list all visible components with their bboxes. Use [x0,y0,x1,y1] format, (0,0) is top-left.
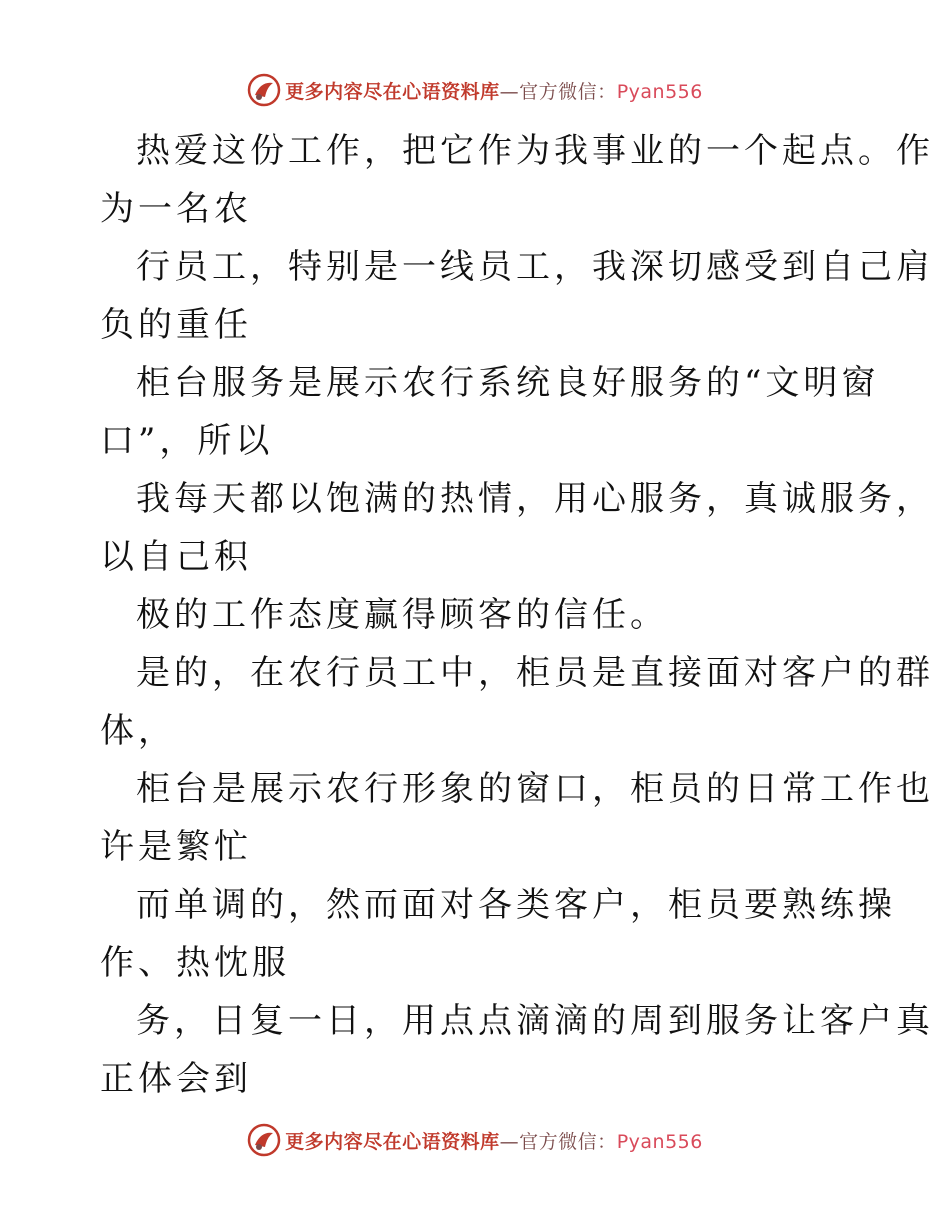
body-line: 体， [100,711,176,751]
seal-logo-icon [247,73,281,107]
banner-prefix: 更多内容尽在心语资料库 [285,80,500,103]
banner-wechat-id: Pyan556 [616,1130,703,1153]
banner-dash: — [499,1130,520,1153]
body-line: 负的重任 [100,305,252,345]
body-line: 为一名农 [100,189,252,229]
body-line: 而单调的，然而面对各类客户，柜员要熟练操 [136,885,896,925]
seal-logo-icon [247,1123,281,1157]
header-banner [0,70,950,110]
banner-prefix: 更多内容尽在心语资料库 [285,1130,500,1153]
footer-banner [0,1120,950,1160]
body-line: 口”，所以 [100,421,274,461]
body-line: 以自己积 [100,537,252,577]
body-line: 正体会到 [100,1059,252,1099]
banner-wechat-label: 官方微信： [519,1130,617,1153]
body-line: 柜台服务是展示农行系统良好服务的“文明窗 [136,363,880,403]
body-line: 极的工作态度赢得顾客的信任。 [136,595,668,635]
body-line: 许是繁忙 [100,827,252,867]
banner-wechat-label: 官方微信： [519,80,617,103]
body-line: 柜台是展示农行形象的窗口，柜员的日常工作也 [136,769,934,809]
body-line: 我每天都以饱满的热情，用心服务，真诚服务， [136,479,934,519]
body-line: 热爱这份工作，把它作为我事业的一个起点。作 [136,131,934,171]
document-body [100,122,934,1108]
body-line: 是的，在农行员工中，柜员是直接面对客户的群 [136,653,934,693]
banner-text [285,1127,703,1154]
body-line: 行员工，特别是一线员工，我深切感受到自己肩 [136,247,934,287]
banner-text [285,77,703,104]
body-line: 作、热忱服 [100,943,290,983]
body-line: 务，日复一日，用点点滴滴的周到服务让客户真 [136,1001,934,1041]
banner-dash: — [499,80,520,103]
banner-wechat-id: Pyan556 [616,80,703,103]
